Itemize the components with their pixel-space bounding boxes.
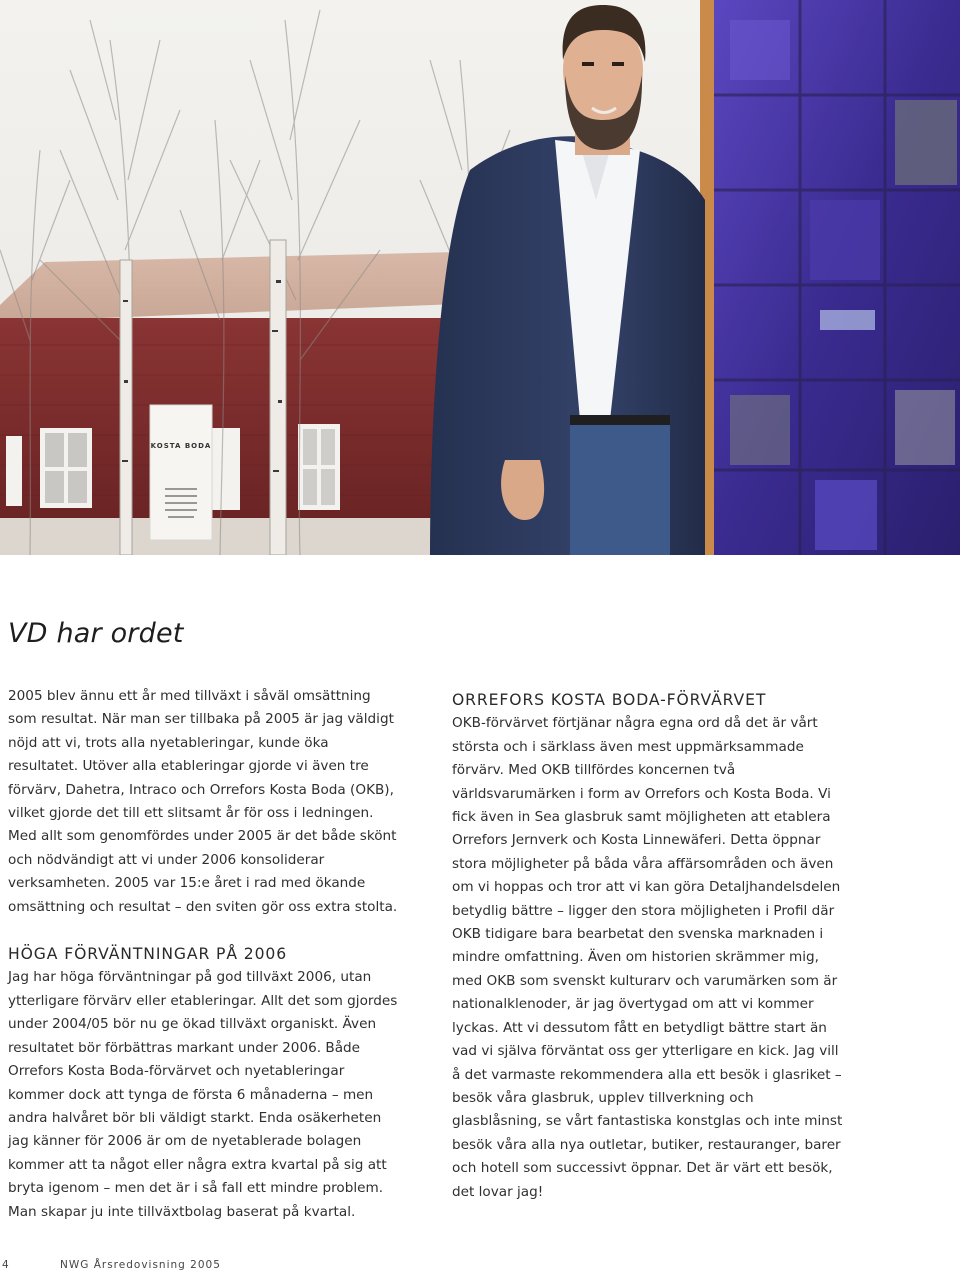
intro-paragraph: 2005 blev ännu ett år med tillväxt i såväl omsättning som resultat. När man ser tillbaka på 2005 är jag väldigt nöjd att vi, trots alla nyetableringar, kunde öka resultatet. Utöver alla etableringar gjorde vi även tre förvärv, Dahetra, Intraco och Orrefors Kosta Boda (OKB), vilket gjorde det till ett slitsamt år för oss i ledningen. Med allt som genomfördes under 2005 är det både skönt och nödvändigt att vi under 2006 konsoliderar verksamheten. 2005 var 15:e året i rad med ökande omsättning och resultat – den sviten gör oss extra stolta. (8, 688, 398, 915)
section-heading-expectations: HÖGA FÖRVÄNTNINGAR PÅ 2006 (8, 945, 288, 964)
hero-photo (0, 0, 960, 555)
kosta-boda-sign (150, 405, 212, 540)
acquisition-paragraph: OKB-förvärvet förtjänar några egna ord då det är vårt största och i särklass även mest uppmärksammade förvärv. Med OKB tillfördes koncernen två världsvarumärken i form av Orrefors och Kosta Boda. Vi fick även in Sea glasbruk samt möjligheten att etablera Orrefors Jernverk och Kosta Linnewäferi. Detta öppnar stora möjligheter på båda våra affärsområden och även om vi hoppas och tror att vi kan göra Detaljhandelsdelen betydlig bättre – ligger den stora möjligheten i Profil där OKB tidigare bara bearbetat den svenska marknaden i mindre omfattning. Även om historien skrämmer mig, med OKB som svenskt kulturarv och varumärken som är nationalklenoder, är jag övertygad om att vi kommer lyckas. Att vi dessutom fått en betydligt bättre start än vad vi själva förväntat oss ger ytterligare en kick. Jag vill å det varmaste rekommendera alla ett besök i glasriket – besök våra glasbruk, upplev tillverkning och glasblåsning, se vårt fantastiska konstglas och inte minst besök våra alla nya outletar, butiker, restauranger, barer och hotell som successivt öppnar. Det är värt ett besök, det lovar jag! (452, 715, 843, 1200)
sign-text: KOSTA BODA (150, 442, 212, 450)
left-column (8, 685, 400, 1224)
publication-name: NWG Årsredovisning 2005 (60, 1259, 221, 1271)
hero-photo-illustration (0, 0, 960, 555)
page-title: VD har ordet (8, 618, 184, 649)
page-number: 4 (2, 1259, 9, 1271)
right-column (452, 689, 845, 1204)
section-heading-acquisition: ORREFORS KOSTA BODA-FÖRVÄRVET (452, 691, 767, 709)
expectations-paragraph: Jag har höga förväntningar på god tillväxt 2006, utan ytterligare förvärv eller etableringar. Allt det som gjordes under 2004/05 bör nu ge ökad tillväxt organiskt. Även resultatet bör förbättras markant under 2006. Både Orrefors Kosta Boda-förvärvet och nyetableringar kommer dock att tynga de första 6 månaderna – men andra halvåret bör bli väldigt starkt. Enda osäkerheten jag känner för 2006 är om de nyetablerade bolagen kommer att ta något eller några extra kvartal på sig att bryta igenom – men det är i så fall ett mindre problem. Man skapar ju inte tillväxtbolag baserat på kvartal. (8, 969, 398, 1220)
